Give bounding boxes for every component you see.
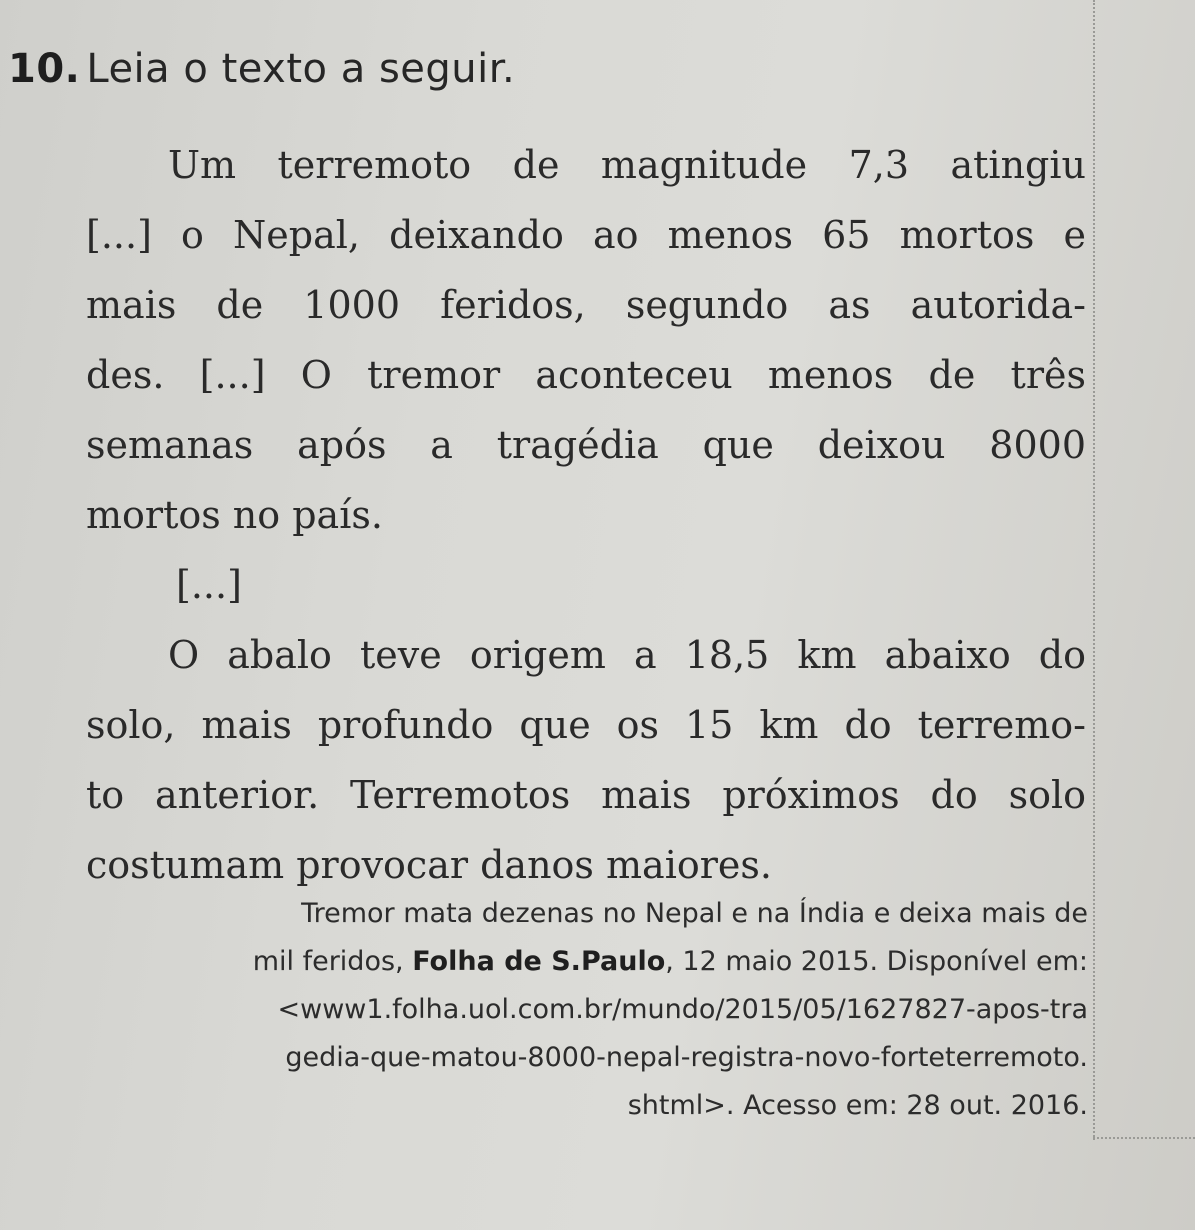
quoted-text: [86, 130, 1086, 900]
question-header: [8, 46, 515, 92]
quote-line: mortos no país.: [86, 493, 383, 537]
question-number: 10.: [8, 46, 81, 92]
quote-line: to anterior. Terremotos mais próximos do solo: [86, 773, 1086, 817]
quote-line: solo, mais profundo que os 15 km do terremo-: [86, 703, 1086, 747]
dotted-corner-line: [1093, 1137, 1195, 1139]
quote-line: costumam provocar danos maiores.: [86, 843, 772, 887]
citation-url-line: <www1.folha.uol.com.br/mundo/2015/05/1627827-apos-tra: [277, 994, 1088, 1025]
question-instruction: Leia o texto a seguir.: [86, 46, 516, 92]
citation-line: [128, 938, 1088, 986]
newspaper-name: Folha de S.Paulo: [412, 946, 666, 977]
quote-line: des. [...] O tremor aconteceu menos de três: [86, 353, 1086, 397]
quote-line: semanas após a tragédia que deixou 8000: [86, 423, 1086, 467]
quote-line: O abalo teve origem a 18,5 km abaixo do: [168, 633, 1086, 677]
citation-line: Tremor mata dezenas no Nepal e na Índia e deixa mais de: [301, 898, 1088, 929]
quote-line: Um terremoto de magnitude 7,3 atingiu: [168, 143, 1086, 187]
citation-access-line: shtml>. Acesso em: 28 out. 2016.: [627, 1090, 1088, 1121]
citation-text: , 12 maio 2015. Disponível em:: [665, 946, 1088, 977]
quote-line: [...] o Nepal, deixando ao menos 65 mortos e: [86, 213, 1086, 257]
citation-text: mil feridos,: [252, 946, 413, 977]
source-citation: [128, 890, 1088, 1130]
quote-line: mais de 1000 feridos, segundo as autorida-: [86, 283, 1086, 327]
quote-ellipsis: [...]: [176, 563, 242, 607]
citation-url-line: gedia-que-matou-8000-nepal-registra-novo-forteterremoto.: [285, 1042, 1088, 1073]
dotted-cut-line: [1093, 0, 1095, 1140]
